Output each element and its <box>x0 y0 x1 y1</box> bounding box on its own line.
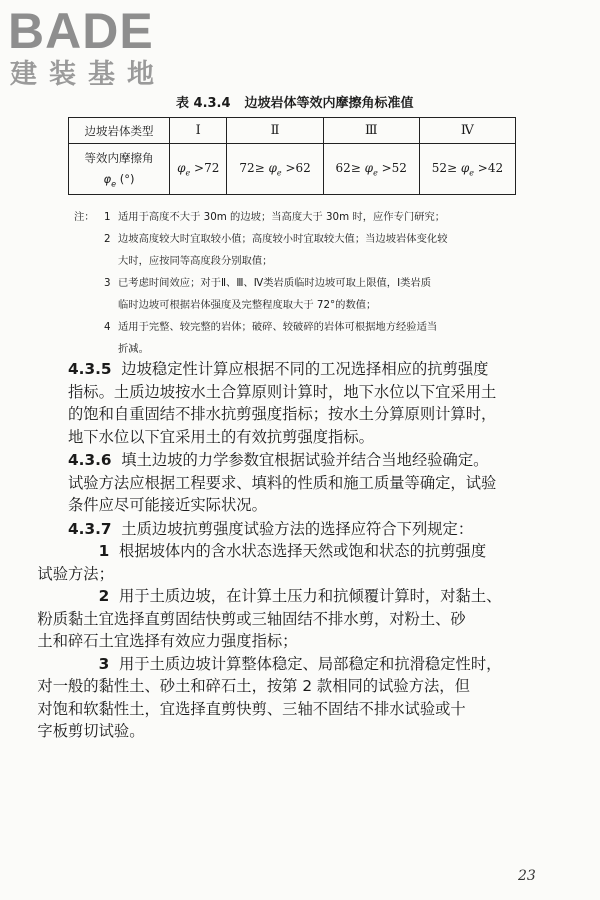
note-line: 适用于完整、较完整的岩体；破碎、较破碎的岩体可根据地方经验适当 <box>118 321 438 333</box>
note-line: 适用于高度不大于 30m 的边坡；当高度大于 30m 时，应作专门研究； <box>118 211 446 223</box>
note-number: 2 <box>104 233 111 245</box>
table-header-row <box>69 118 516 144</box>
logo-subtitle: 建装基地 <box>10 59 166 90</box>
body-text <box>37 357 530 743</box>
table-value-row <box>69 144 516 195</box>
value-cell: $52\ge \varphi_e >42$ <box>419 144 515 195</box>
column-header: Ⅲ <box>323 118 419 144</box>
item-number: 1 <box>98 542 110 560</box>
section-4-3-5: 4.3.5 边坡稳定性计算应根据不同的工况选择相应的抗剪强度 指标。土质边坡按水土合算原则计算时，地下水位以下宜采用土 的饱和自重固结不排水抗剪强度指标；按水土分算原则计算时， 地下水位以下宜采用土的有效抗剪强度指标。 <box>68 360 497 446</box>
note-line: 已考虑时间效应；对于Ⅱ、Ⅲ、Ⅳ类岩质临时边坡可取上限值，Ⅰ类岩质 <box>118 277 432 289</box>
list-item: 2 用于土质边坡，在计算土压力和抗倾覆计算时，对黏土、 粉质黏土宜选择直剪固结快剪或三轴固结不排水剪，对粉土、砂 土和碎石土宜选择有效应力强度指标； <box>37 587 502 650</box>
note-item <box>74 316 526 360</box>
section-number: 4.3.6 <box>68 451 112 469</box>
watermark-logo <box>8 4 183 94</box>
logo-wordmark: BADE <box>8 3 154 59</box>
column-header: Ⅰ <box>170 118 227 144</box>
phi-symbol: $\varphi_e$ <box>103 171 117 189</box>
row-unit: (°) <box>119 171 135 186</box>
note-item <box>74 272 526 316</box>
column-header: Ⅳ <box>419 118 515 144</box>
notes-label: 注： <box>74 211 95 223</box>
value-cell: $\varphi_e >72$ <box>170 144 227 195</box>
note-line: 临时边坡可根据岩体强度及完整程度取大于 72°的数值； <box>118 299 377 311</box>
section-number: 4.3.7 <box>68 519 112 538</box>
note-item <box>74 206 526 228</box>
list-item: 1 根据坡体内的含水状态选择天然或饱和状态的抗剪强度 试验方法； <box>37 542 487 583</box>
table-notes <box>74 206 526 360</box>
note-line: 折减。 <box>118 343 149 355</box>
item-number: 2 <box>98 587 110 605</box>
value-cell: $72\ge \varphi_e >62$ <box>227 144 323 195</box>
note-item <box>74 228 526 272</box>
note-line: 大时，应按同等高度段分别取值； <box>118 255 273 267</box>
value-cell: $62\ge \varphi_e >52$ <box>323 144 419 195</box>
table-caption <box>176 92 414 111</box>
table-title: 边坡岩体等效内摩擦角标准值 <box>244 96 414 111</box>
note-line: 边坡高度较大时宜取较小值；高度较小时宜取较大值；当边坡岩体变化较 <box>118 233 448 245</box>
header-label-cell: 边坡岩体类型 <box>69 118 170 144</box>
section-4-3-7: 4.3.7 土质边坡抗剪强度试验方法的选择应符合下列规定： <box>68 519 474 538</box>
page-number: 23 <box>518 868 536 884</box>
table-number: 表 4.3.4 <box>176 96 231 111</box>
note-number: 3 <box>104 277 111 289</box>
column-header: Ⅱ <box>227 118 323 144</box>
list-item: 3 用于土质边坡计算整体稳定、局部稳定和抗滑稳定性时， 对一般的黏性土、砂土和碎石土，按第 2 款相同的试验方法，但 对饱和软黏性土，宜选择直剪快剪、三轴不固结不排水试验或十 字板剪切试验。 <box>37 654 502 740</box>
note-number: 4 <box>104 321 111 333</box>
friction-angle-table <box>68 117 516 195</box>
section-4-3-6: 4.3.6 填土边坡的力学参数宜根据试验并结合当地经验确定。 试验方法应根据工程要求、填料的性质和施工质量等确定，试验 条件应尽可能接近实际状况。 <box>68 451 497 514</box>
note-number: 1 <box>104 211 111 223</box>
row-label-cell <box>69 144 170 195</box>
item-number: 3 <box>98 654 110 673</box>
section-number: 4.3.5 <box>68 360 112 378</box>
row-label: 等效内摩擦角 <box>84 150 154 165</box>
